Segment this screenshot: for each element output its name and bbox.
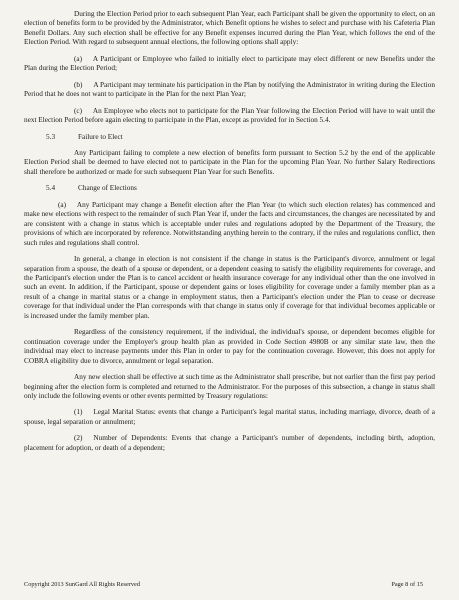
section-title: Change of Elections <box>78 184 137 193</box>
section-heading-5-4 <box>24 184 435 193</box>
paragraph-consistency: In general, a change in election is not consistent if the change in status is the Participant's divorce, annulment or legal separation from a spouse, the death of a spouse or dependent, or a dependent ceasing to satisfy the eligibility requirements for coverage, and the Participant's election under the Plan is to cancel accident or health insurance coverage for any individual other than the one involved in such an event. In addition, if the Participant, spouse or dependent gains or loses eligibility for coverage under a family member plan as a result of a change in marital status or a change in employment status, then a Participant's election under the Plan to cease or decrease coverage for that individual under the Plan corresponds with that change in status only if coverage for that individual becomes applicable or is increased under the family member plan. <box>24 255 435 320</box>
section-number: 5.3 <box>46 132 56 141</box>
section-heading-5-3 <box>24 133 435 142</box>
paragraph-change-a: (a) Any Participant may change a Benefit election after the Plan Year (to which such election relates) has commenced and make new elections with respect to the remainder of such Plan Year if, under the facts and circumstances, the changes are necessitated by and are consistent with a change in status which is acceptable under rules and regulations adopted by the Department of the Treasury, the provisions of which are incorporated by reference. Notwithstanding anything herein to the contrary, if the rules and regulations conflict, then such rules and regulations shall control. <box>24 200 435 247</box>
paragraph-option-b: (b) A Participant may terminate his participation in the Plan by notifying the Administrator in writing during the Election Period that he does not want to participate in the Plan for the next Plan Year; <box>24 80 435 99</box>
footer-page-number: Page 8 of 15 <box>391 581 423 588</box>
paragraph-option-c: (c) An Employee who elects not to participate for the Plan Year following the Election Period will have to wait until the next Election Period before again electing to participate in the Plan, except as provided for in Section 5.4. <box>24 106 435 125</box>
footer-copyright: Copyright 2013 SunGard All Rights Reserved <box>24 581 140 588</box>
paragraph-marital-status: (1) Legal Marital Status: events that change a Participant's legal marital status, including marriage, divorce, death of a spouse, legal separation or annulment; <box>24 408 435 426</box>
paragraph-cobra: Regardless of the consistency requirement, if the individual, the individual's spouse, or dependent becomes eligible for continuation coverage under the Employer's group health plan as provided in Code Section 4980B or any similar state law, then the individual may elect to increase payments under this Plan in order to pay for the continuation coverage. However, this does not apply for COBRA eligibility due to divorce, annulment or legal separation. <box>24 328 435 365</box>
paragraph-failure-to-elect: Any Participant failing to complete a new election of benefits form pursuant to Section 5.2 by the end of the applicable Election Period shall be deemed to have elected not to participate in the Plan for the upcoming Plan Year. No further Salary Redirections shall therefore be authorized or made for such subsequent Plan Year for such Benefits. <box>24 148 435 176</box>
page-footer <box>24 581 423 588</box>
paragraph-new-election: Any new election shall be effective at such time as the Administrator shall prescribe, but not earlier than the first pay period beginning after the election form is completed and returned to the Administrator. For the purposes of this subsection, a change in status shall only include the following events or other events permitted by Treasury regulations: <box>24 373 435 400</box>
section-number: 5.4 <box>46 184 56 193</box>
paragraph-election-period: During the Election Period prior to each subsequent Plan Year, each Participant shall be given the opportunity to elect, on an election of benefits form to be provided by the Administrator, which Benefit options he wishes to select and purchase with his Cafeteria Plan Benefit Dollars. Any such election shall be effective for any Benefit expenses incurred during the Plan Year, which follows the end of the Election Period. With regard to subsequent annual elections, the following options shall apply: <box>24 10 435 47</box>
section-title: Failure to Elect <box>78 132 123 141</box>
paragraph-dependents: (2) Number of Dependents: Events that change a Participant's number of dependents, including birth, adoption, placement for adoption, or death of a dependent; <box>24 434 435 452</box>
paragraph-option-a: (a) A Participant or Employee who failed to initially elect to participate may elect different or new Benefits under the Plan during the Election Period; <box>24 54 435 73</box>
